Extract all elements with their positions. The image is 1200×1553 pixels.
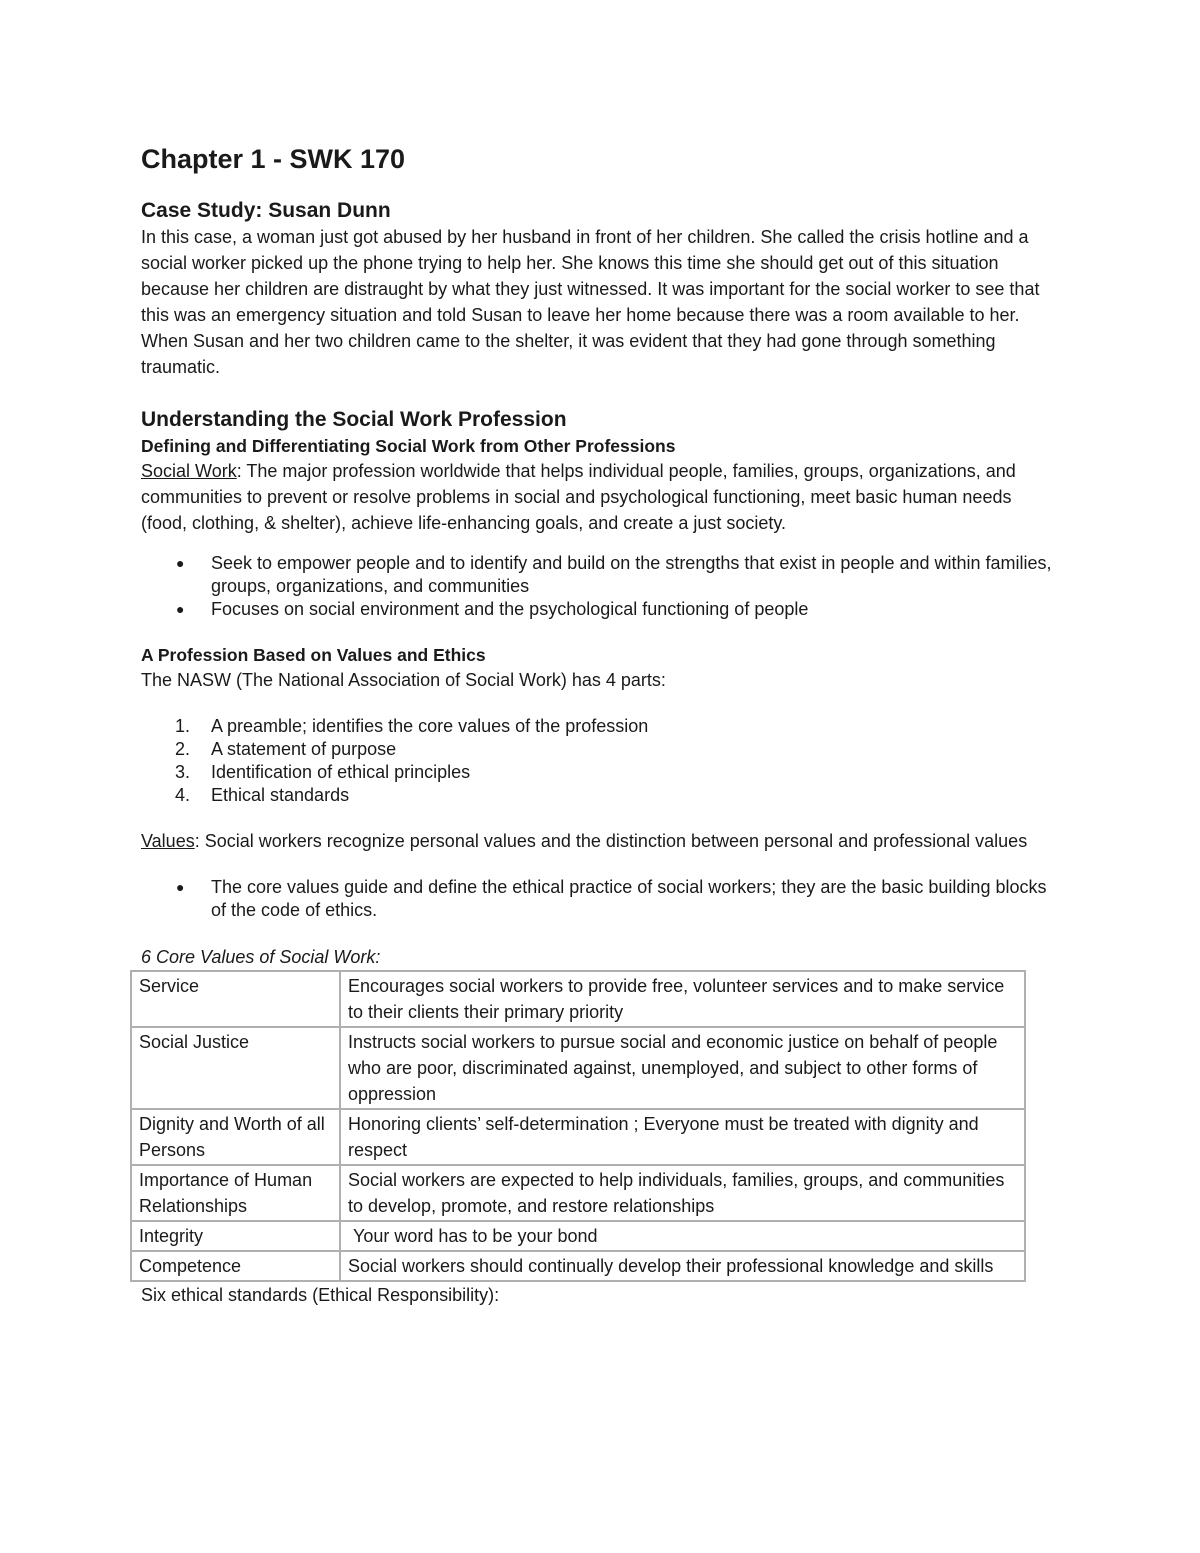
core-value-description: Social workers are expected to help individuals, families, groups, and communities to develop, promote, and restore relationships [340,1165,1025,1221]
nasw-parts-list [141,715,1061,807]
list-item [176,598,1061,621]
core-value-name: Importance of Human Relationships [131,1165,340,1221]
core-value-description: Your word has to be your bond [340,1221,1025,1251]
list-number: 2. [175,739,191,759]
table-row [131,971,1025,1027]
list-item-text: A statement of purpose [211,739,397,759]
values-text: : Social workers recognize personal values and the distinction between personal and professional values [194,831,1028,851]
list-item-text: Identification of ethical principles [211,762,471,782]
table-row [131,1027,1025,1109]
list-item-text: The core values guide and define the ethical practice of social workers; they are the basic building blocks of the code of ethics. [211,877,1047,920]
social-work-definition [141,458,1061,536]
list-item [175,715,1061,738]
subheading-defining: Defining and Differentiating Social Work from Other Professions [141,436,676,456]
section-heading-profession: Understanding the Social Work Profession [141,408,567,431]
ethical-standards-intro: Six ethical standards (Ethical Responsibility): [141,1285,500,1305]
values-definition [141,829,1061,854]
core-value-description: Encourages social workers to provide free, volunteer services and to make service to their clients their primary priority [340,971,1025,1027]
list-item [175,784,1061,807]
list-number: 1. [175,716,191,736]
list-item [176,552,1061,598]
core-value-name: Dignity and Worth of all Persons [131,1109,340,1165]
list-item [176,876,1061,922]
case-study-heading: Case Study: Susan Dunn [141,199,391,222]
core-value-name: Service [131,971,340,1027]
list-item-text: Focuses on social environment and the psychological functioning of people [211,599,809,619]
list-item-text: Seek to empower people and to identify and build on the strengths that exist in people and within families, groups, organizations, and communities [211,553,1052,596]
table-caption: 6 Core Values of Social Work: [141,947,381,967]
case-study-body: In this case, a woman just got abused by her husband in front of her children. She called the crisis hotline and a social worker picked up the phone trying to help her. She knows this time she should get out of this situation because her children are distraught by what they just witnessed. It was important for the social worker to see that this was an emergency situation and told Susan to leave her home because there was a room available to her. When Susan and her two children came to the shelter, it was evident that they had gone through something traumatic. [141,227,1040,377]
list-number: 4. [175,785,191,805]
table-row [131,1221,1025,1251]
list-item [175,761,1061,784]
core-value-name: Social Justice [131,1027,340,1109]
list-item-text: A preamble; identifies the core values of the profession [211,716,649,736]
core-value-name: Integrity [131,1221,340,1251]
list-number: 3. [175,762,191,782]
core-value-name: Competence [131,1251,340,1281]
core-value-description: Social workers should continually develop their professional knowledge and skills [340,1251,1025,1281]
core-values-table [130,970,1026,1282]
table-row [131,1109,1025,1165]
page-title: Chapter 1 - SWK 170 [141,144,406,174]
bullet-icon: ● [176,601,185,617]
definition-term: Social Work [141,461,237,481]
document-content [141,142,1061,1308]
list-item-text: Ethical standards [211,785,350,805]
table-row [131,1251,1025,1281]
values-bullet-list [141,876,1061,922]
profession-bullet-list [141,552,1061,621]
core-value-description: Honoring clients’ self-determination ; Everyone must be treated with dignity and respect [340,1109,1025,1165]
table-row [131,1165,1025,1221]
bullet-icon: ● [176,555,185,571]
nasw-intro: The NASW (The National Association of Social Work) has 4 parts: [141,670,666,690]
values-term: Values [141,831,195,851]
list-item [175,738,1061,761]
subheading-values-ethics: A Profession Based on Values and Ethics [141,645,486,665]
bullet-icon: ● [176,879,185,895]
definition-text: : The major profession worldwide that helps individual people, families, groups, organizations, and communities to prevent or resolve problems in social and psychological functioning, meet basic human needs (food, clothing, & shelter), achieve life-enhancing goals, and create a just society. [141,461,1016,533]
core-value-description: Instructs social workers to pursue social and economic justice on behalf of people who are poor, discriminated against, unemployed, and subject to other forms of oppression [340,1027,1025,1109]
